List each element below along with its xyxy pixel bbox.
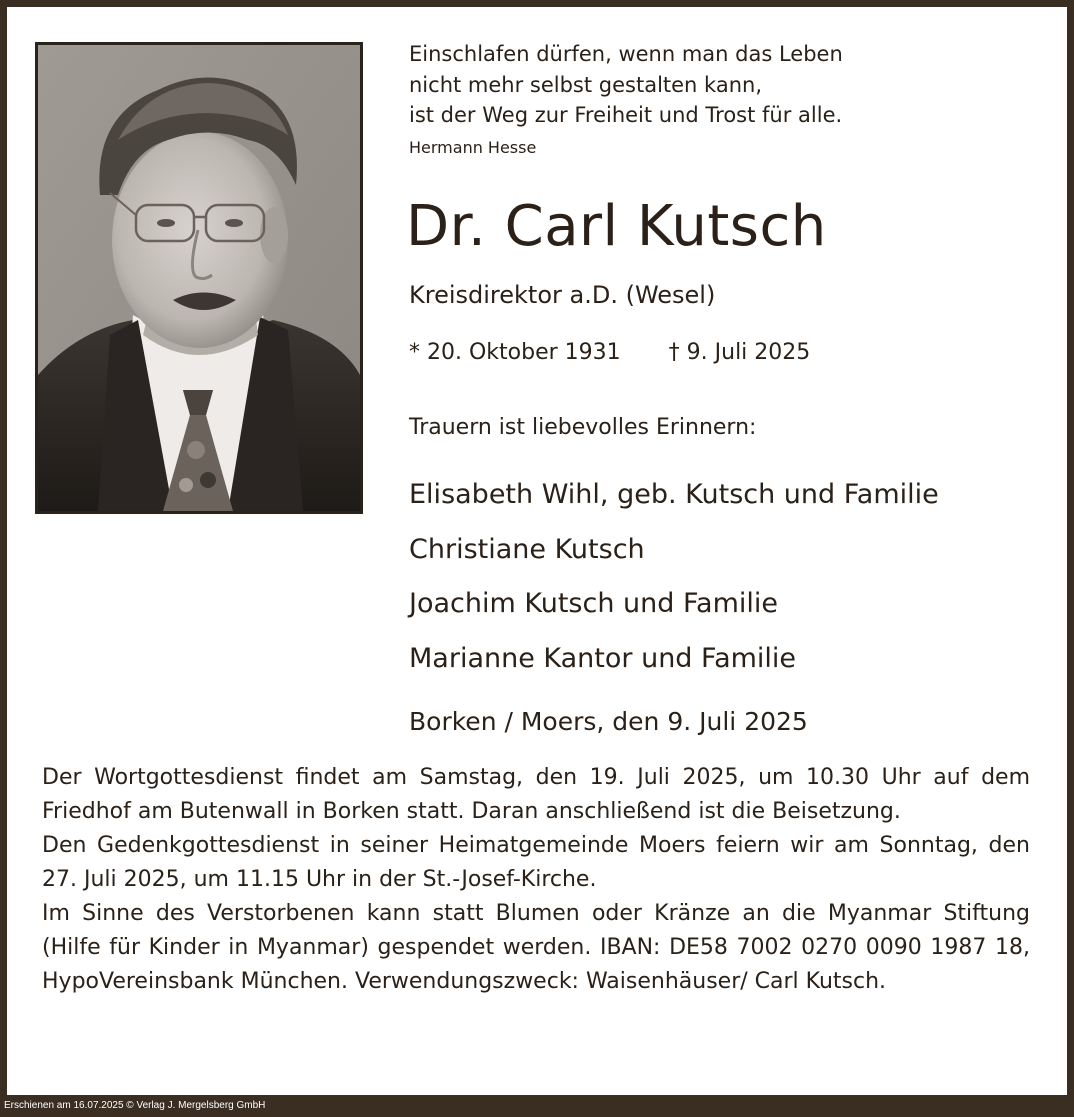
mourners-list (409, 468, 939, 686)
info-paragraph: Den Gedenkgottesdienst in seiner Heimatgemeinde Moers feiern wir am Sonntag, den 27. Juli 2025, um 11.15 Uhr in der St.-Josef-Kirche. (42, 833, 1030, 892)
life-dates (409, 340, 810, 365)
deceased-name: Dr. Carl Kutsch (406, 194, 827, 259)
info-paragraph: Im Sinne des Verstorbenen kann statt Blumen oder Kränze an die Myanmar Stiftung (Hilfe für Kinder in Myanmar) gespendet werden. IBAN: DE58 7002 0270 0090 1987 18, HypoVereinsbank München. Verwendungszweck: Waisenhäuser/ Carl Kutsch. (42, 901, 1030, 994)
quote-line: Einschlafen dürfen, wenn man das Leben (409, 42, 843, 66)
publication-footer: Erschienen am 16.07.2025 © Verlag J. Mergelsberg GmbH (4, 1100, 266, 1111)
mourner-name: Elisabeth Wihl, geb. Kutsch und Familie (409, 479, 939, 510)
quote-line: nicht mehr selbst gestalten kann, (409, 72, 763, 97)
quote-author: Hermann Hesse (409, 138, 537, 157)
quote (409, 39, 843, 131)
mourners-intro: Trauern ist liebevolles Erinnern: (409, 415, 757, 440)
mourner-name: Joachim Kutsch und Familie (409, 588, 778, 619)
deceased-title: Kreisdirektor a.D. (Wesel) (409, 281, 716, 309)
portrait-illustration (38, 45, 360, 511)
death-date: † 9. Juli 2025 (668, 340, 811, 365)
mourner-name: Marianne Kantor und Familie (409, 642, 797, 674)
info-paragraph: Der Wortgottesdienst findet am Samstag, den 19. Juli 2025, um 10.30 Uhr auf dem Friedhof am Butenwall in Borken statt. Daran anschließend ist die Beisetzung. (42, 765, 1030, 824)
quote-line: ist der Weg zur Freiheit und Trost für alle. (409, 103, 843, 127)
service-information (42, 761, 1030, 999)
obituary-notice (7, 7, 1067, 1095)
place-date: Borken / Moers, den 9. Juli 2025 (409, 707, 808, 736)
birth-date: * 20. Oktober 1931 (409, 340, 621, 365)
mourner-name: Christiane Kutsch (409, 533, 645, 565)
portrait-photo (35, 42, 363, 514)
